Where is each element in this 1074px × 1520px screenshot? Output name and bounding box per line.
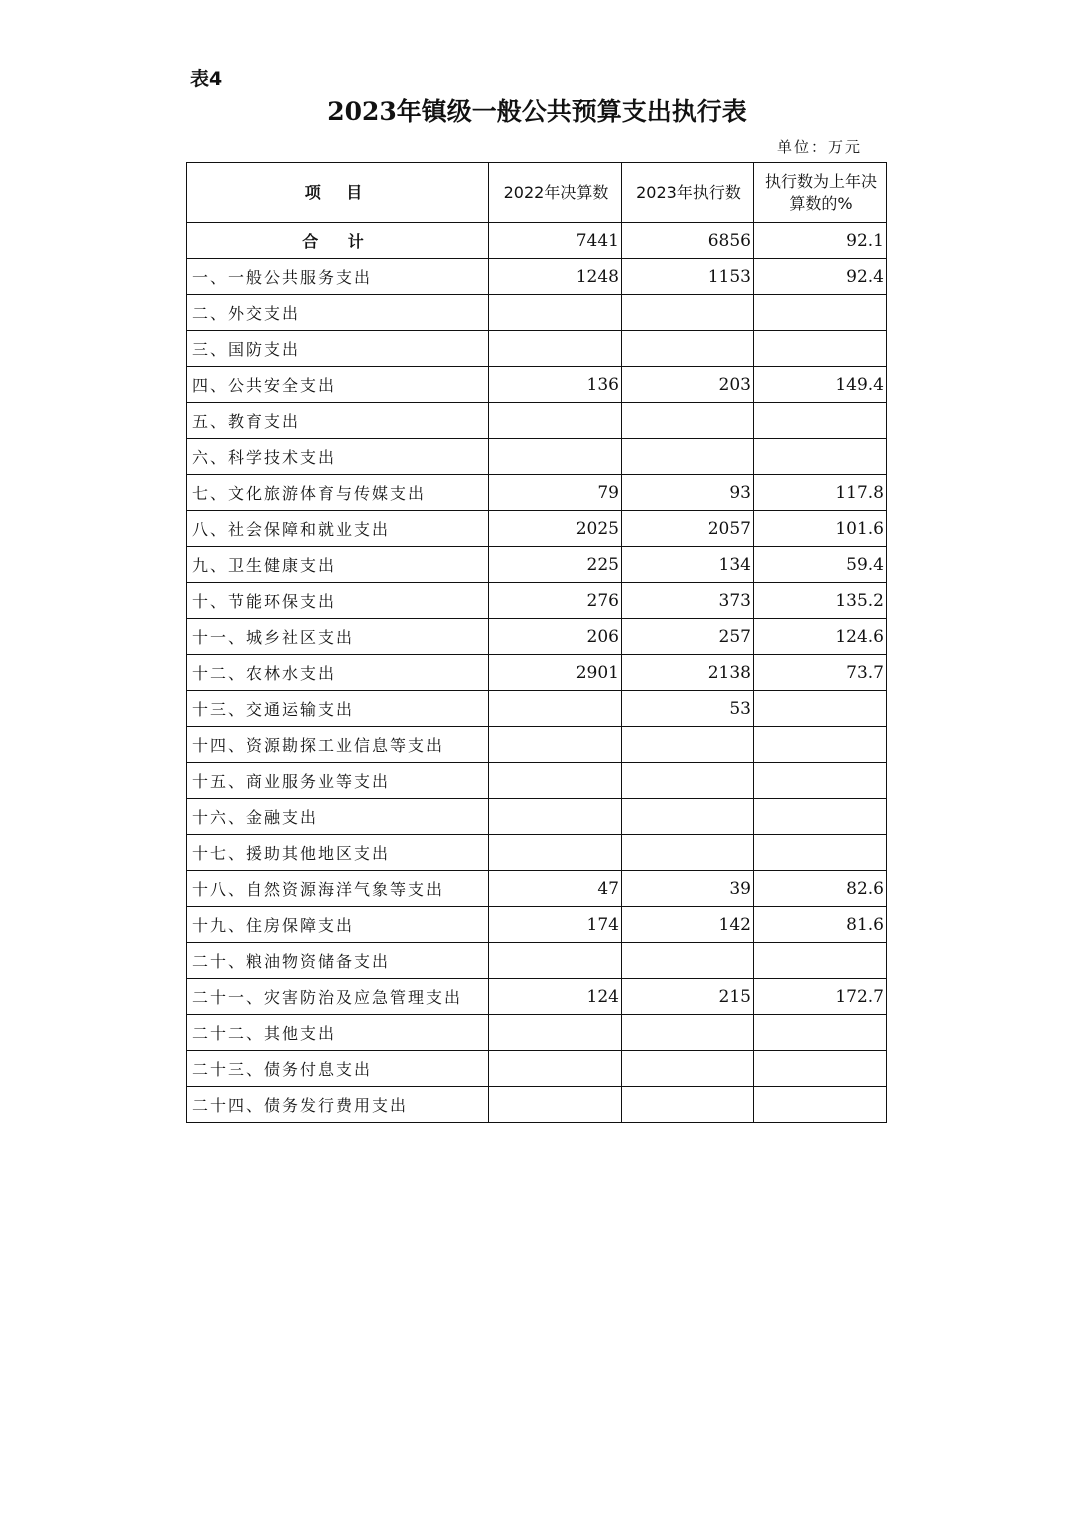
cell-percent: 124.6 xyxy=(754,619,887,655)
header-2022-final: 2022年决算数 xyxy=(489,163,622,223)
cell-percent xyxy=(754,727,887,763)
cell-percent xyxy=(754,799,887,835)
cell-percent xyxy=(754,403,887,439)
cell-item: 十九、住房保障支出 xyxy=(187,907,489,943)
header-item: 项 目 xyxy=(187,163,489,223)
table-row xyxy=(187,475,887,511)
table-row xyxy=(187,511,887,547)
cell-2022-final xyxy=(489,439,622,475)
table-row xyxy=(187,799,887,835)
table-row xyxy=(187,835,887,871)
cell-percent: 92.4 xyxy=(754,259,887,295)
cell-percent: 149.4 xyxy=(754,367,887,403)
cell-2023-executed xyxy=(622,835,754,871)
cell-2022-final xyxy=(489,943,622,979)
cell-2023-executed: 373 xyxy=(622,583,754,619)
table-row xyxy=(187,907,887,943)
table-number-label: 表4 xyxy=(190,68,223,90)
unit-label: 单位：万元 xyxy=(776,138,862,156)
cell-item: 二十三、债务付息支出 xyxy=(187,1051,489,1087)
cell-2023-executed xyxy=(622,943,754,979)
cell-2022-final xyxy=(489,1051,622,1087)
cell-percent: 135.2 xyxy=(754,583,887,619)
cell-percent xyxy=(754,691,887,727)
table-row xyxy=(187,583,887,619)
cell-2023-executed: 53 xyxy=(622,691,754,727)
cell-2022-final: 7441 xyxy=(489,223,622,259)
cell-item: 二十一、灾害防治及应急管理支出 xyxy=(187,979,489,1015)
cell-2023-executed xyxy=(622,1015,754,1051)
cell-2022-final: 276 xyxy=(489,583,622,619)
cell-item: 十四、资源勘探工业信息等支出 xyxy=(187,727,489,763)
cell-2022-final xyxy=(489,763,622,799)
cell-2022-final xyxy=(489,331,622,367)
cell-2022-final: 2025 xyxy=(489,511,622,547)
cell-item: 三、国防支出 xyxy=(187,331,489,367)
cell-percent: 73.7 xyxy=(754,655,887,691)
cell-percent: 82.6 xyxy=(754,871,887,907)
cell-percent xyxy=(754,835,887,871)
cell-2022-final: 1248 xyxy=(489,259,622,295)
cell-2022-final xyxy=(489,799,622,835)
cell-item: 二十、粮油物资储备支出 xyxy=(187,943,489,979)
table-row xyxy=(187,259,887,295)
cell-percent: 59.4 xyxy=(754,547,887,583)
cell-percent xyxy=(754,763,887,799)
budget-table xyxy=(186,162,887,1123)
cell-2023-executed xyxy=(622,403,754,439)
cell-item: 五、教育支出 xyxy=(187,403,489,439)
cell-item: 二、外交支出 xyxy=(187,295,489,331)
table-row xyxy=(187,691,887,727)
table-row xyxy=(187,655,887,691)
header-row xyxy=(187,163,887,223)
cell-2023-executed: 1153 xyxy=(622,259,754,295)
cell-item: 八、社会保障和就业支出 xyxy=(187,511,489,547)
cell-2023-executed: 142 xyxy=(622,907,754,943)
total-row xyxy=(187,223,887,259)
table-row xyxy=(187,619,887,655)
cell-2022-final xyxy=(489,835,622,871)
cell-percent xyxy=(754,1087,887,1123)
cell-2023-executed xyxy=(622,727,754,763)
cell-item: 一、一般公共服务支出 xyxy=(187,259,489,295)
cell-item: 十一、城乡社区支出 xyxy=(187,619,489,655)
cell-2022-final xyxy=(489,691,622,727)
table-body xyxy=(187,223,887,1123)
table-row xyxy=(187,1087,887,1123)
table-header xyxy=(187,163,887,223)
cell-percent: 101.6 xyxy=(754,511,887,547)
cell-item: 四、公共安全支出 xyxy=(187,367,489,403)
cell-2023-executed: 257 xyxy=(622,619,754,655)
cell-item: 十七、援助其他地区支出 xyxy=(187,835,489,871)
cell-2023-executed: 39 xyxy=(622,871,754,907)
table-row xyxy=(187,1051,887,1087)
cell-2022-final: 136 xyxy=(489,367,622,403)
cell-2022-final: 79 xyxy=(489,475,622,511)
cell-item: 十五、商业服务业等支出 xyxy=(187,763,489,799)
cell-2023-executed xyxy=(622,799,754,835)
cell-percent xyxy=(754,439,887,475)
cell-item: 七、文化旅游体育与传媒支出 xyxy=(187,475,489,511)
cell-2023-executed xyxy=(622,295,754,331)
cell-item: 六、科学技术支出 xyxy=(187,439,489,475)
cell-2022-final xyxy=(489,295,622,331)
table-row xyxy=(187,439,887,475)
cell-2023-executed xyxy=(622,763,754,799)
table-row xyxy=(187,403,887,439)
cell-2022-final: 225 xyxy=(489,547,622,583)
cell-2023-executed xyxy=(622,1087,754,1123)
cell-item: 十八、自然资源海洋气象等支出 xyxy=(187,871,489,907)
cell-percent: 92.1 xyxy=(754,223,887,259)
table-row xyxy=(187,979,887,1015)
table-row xyxy=(187,295,887,331)
cell-percent xyxy=(754,295,887,331)
cell-2022-final xyxy=(489,727,622,763)
cell-2022-final xyxy=(489,1087,622,1123)
cell-item: 十二、农林水支出 xyxy=(187,655,489,691)
cell-item: 十三、交通运输支出 xyxy=(187,691,489,727)
cell-2023-executed: 134 xyxy=(622,547,754,583)
cell-2022-final: 124 xyxy=(489,979,622,1015)
cell-2023-executed: 2057 xyxy=(622,511,754,547)
cell-2022-final xyxy=(489,1015,622,1051)
cell-2023-executed: 6856 xyxy=(622,223,754,259)
cell-2023-executed: 93 xyxy=(622,475,754,511)
table-row xyxy=(187,367,887,403)
cell-2023-executed xyxy=(622,1051,754,1087)
cell-percent: 172.7 xyxy=(754,979,887,1015)
table-row xyxy=(187,331,887,367)
cell-percent xyxy=(754,943,887,979)
table-row xyxy=(187,763,887,799)
header-2023-executed: 2023年执行数 xyxy=(622,163,754,223)
cell-2023-executed xyxy=(622,331,754,367)
cell-item: 二十二、其他支出 xyxy=(187,1015,489,1051)
header-percent: 执行数为上年决算数的% xyxy=(754,163,887,223)
cell-2023-executed: 203 xyxy=(622,367,754,403)
cell-2023-executed: 215 xyxy=(622,979,754,1015)
cell-item: 二十四、债务发行费用支出 xyxy=(187,1087,489,1123)
table-row xyxy=(187,727,887,763)
cell-percent: 81.6 xyxy=(754,907,887,943)
table-row xyxy=(187,1015,887,1051)
cell-percent: 117.8 xyxy=(754,475,887,511)
cell-item: 九、卫生健康支出 xyxy=(187,547,489,583)
cell-percent xyxy=(754,1015,887,1051)
cell-2022-final: 206 xyxy=(489,619,622,655)
table-row xyxy=(187,871,887,907)
table-row xyxy=(187,547,887,583)
cell-2023-executed: 2138 xyxy=(622,655,754,691)
cell-2022-final: 174 xyxy=(489,907,622,943)
cell-item: 十、节能环保支出 xyxy=(187,583,489,619)
cell-item: 合 计 xyxy=(187,223,489,259)
cell-percent xyxy=(754,1051,887,1087)
cell-2022-final: 47 xyxy=(489,871,622,907)
cell-item: 十六、金融支出 xyxy=(187,799,489,835)
table-row xyxy=(187,943,887,979)
cell-2022-final: 2901 xyxy=(489,655,622,691)
cell-2022-final xyxy=(489,403,622,439)
page-title: 2023年镇级一般公共预算支出执行表 xyxy=(327,97,747,126)
cell-2023-executed xyxy=(622,439,754,475)
cell-percent xyxy=(754,331,887,367)
